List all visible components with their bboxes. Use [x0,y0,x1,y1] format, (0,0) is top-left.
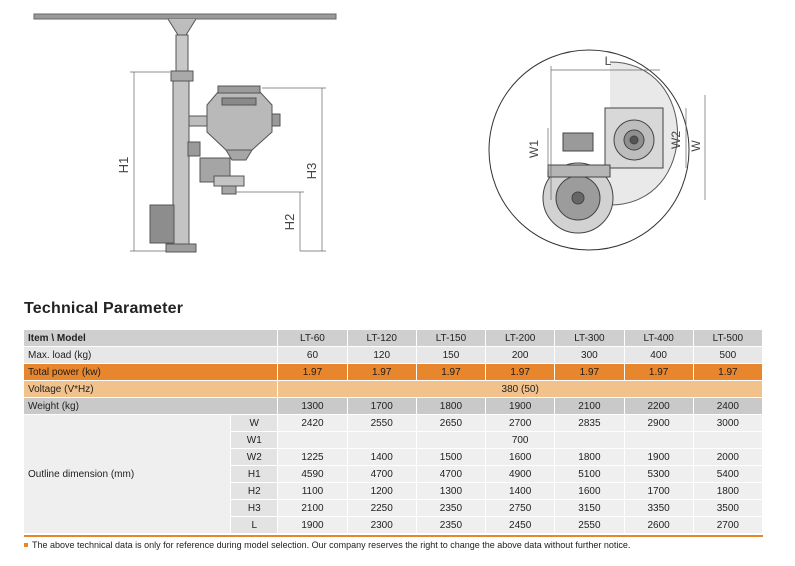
max-load-row [24,347,763,364]
table-cell: 4590 [278,466,347,483]
table-cell: 1900 [486,398,555,415]
table-cell: 1400 [486,483,555,500]
table-cell: 2400 [693,398,762,415]
table-cell: 2835 [555,415,624,432]
total-power-label: Total power (kw) [24,364,278,381]
table-cell: 1.97 [693,364,762,381]
side-elevation-drawing [34,14,336,252]
outline-dimension-label: Outline dimension (mm) [24,415,231,534]
table-cell: 2450 [486,517,555,534]
header-model: LT-120 [347,330,416,347]
outline-sub-label: L [231,517,278,534]
technical-parameter-table [24,330,763,534]
table-cell: 1800 [416,398,485,415]
table-cell: 2350 [416,500,485,517]
table-cell: 2300 [347,517,416,534]
header-model: LT-400 [624,330,693,347]
disclaimer-note [24,540,630,550]
section-title: Technical Parameter [24,300,184,317]
table-cell: 1800 [555,449,624,466]
table-cell [693,432,762,449]
table-cell: 2250 [347,500,416,517]
outline-sub-label: H2 [231,483,278,500]
table-cell: 3000 [693,415,762,432]
dim-label-h3: H3 [304,162,319,180]
table-cell: 2550 [555,517,624,534]
outline-sub-label: H1 [231,466,278,483]
table-cell: 400 [624,347,693,364]
bottom-accent-rule [24,535,763,537]
voltage-label: Voltage (V*Hz) [24,381,278,398]
table-cell: 2350 [416,517,485,534]
header-model: LT-150 [416,330,485,347]
table-cell: 1300 [416,483,485,500]
table-cell: 4700 [347,466,416,483]
dim-label-h1: H1 [116,156,131,174]
dim-label-h2: H2 [282,213,297,231]
table-cell: 2700 [693,517,762,534]
table-cell [624,432,693,449]
outline-sub-label: W2 [231,449,278,466]
table-cell: 1.97 [486,364,555,381]
table-cell: 200 [486,347,555,364]
table-cell: 2900 [624,415,693,432]
table-cell: 5400 [693,466,762,483]
header-model: LT-60 [278,330,347,347]
dim-label-w1: W1 [527,140,541,158]
table-cell: 2700 [486,415,555,432]
table-cell [416,432,485,449]
voltage-value: 380 (50) [278,381,763,398]
table-cell [278,432,347,449]
table-cell: 1500 [416,449,485,466]
table-cell: 2750 [486,500,555,517]
table-cell: 1600 [555,483,624,500]
table-header-row [24,330,763,347]
table-cell: 1600 [486,449,555,466]
table-cell: 120 [347,347,416,364]
table-cell: 1.97 [347,364,416,381]
table-cell: 5100 [555,466,624,483]
table-cell: 700 [486,432,555,449]
weight-label: Weight (kg) [24,398,278,415]
outline-sub-label: W [231,415,278,432]
table-cell: 3500 [693,500,762,517]
table-cell: 2420 [278,415,347,432]
table-cell: 2100 [278,500,347,517]
table-cell: 1.97 [555,364,624,381]
table-cell: 60 [278,347,347,364]
weight-row [24,398,763,415]
table-cell: 2600 [624,517,693,534]
table-cell: 3350 [624,500,693,517]
table-cell: 1.97 [416,364,485,381]
table-cell: 3150 [555,500,624,517]
outline-row-w [24,415,763,432]
table-cell: 2200 [624,398,693,415]
disclaimer-text: The above technical data is only for reference during model selection. Our company reserves the right to change the above data without further notice. [32,540,631,550]
table-cell: 5300 [624,466,693,483]
total-power-row [24,364,763,381]
outline-sub-label: H3 [231,500,278,517]
table-cell: 4700 [416,466,485,483]
voltage-row [24,381,763,398]
table-cell: 1900 [278,517,347,534]
table-cell: 4900 [486,466,555,483]
table-cell: 300 [555,347,624,364]
table-cell: 1.97 [624,364,693,381]
dim-label-l: L [604,54,612,68]
table-cell: 1800 [693,483,762,500]
dim-label-w2: W2 [669,131,683,149]
header-model: LT-300 [555,330,624,347]
outline-sub-label: W1 [231,432,278,449]
table-cell: 1100 [278,483,347,500]
table-cell: 1400 [347,449,416,466]
table-cell: 2100 [555,398,624,415]
max-load-label: Max. load (kg) [24,347,278,364]
table-cell: 1900 [624,449,693,466]
table-cell: 1700 [624,483,693,500]
table-cell: 1225 [278,449,347,466]
top-view-drawing [489,50,705,250]
table-cell: 500 [693,347,762,364]
table-cell: 1200 [347,483,416,500]
table-cell: 1.97 [278,364,347,381]
dim-label-w: W [689,140,703,152]
header-model: LT-200 [486,330,555,347]
table-cell: 2550 [347,415,416,432]
table-cell [347,432,416,449]
bullet-square-icon [24,543,28,547]
table-cell: 150 [416,347,485,364]
header-item-model: Item \ Model [24,330,278,347]
table-cell [555,432,624,449]
header-model: LT-500 [693,330,762,347]
table-cell: 1700 [347,398,416,415]
table-cell: 1300 [278,398,347,415]
table-cell: 2650 [416,415,485,432]
table-cell: 2000 [693,449,762,466]
